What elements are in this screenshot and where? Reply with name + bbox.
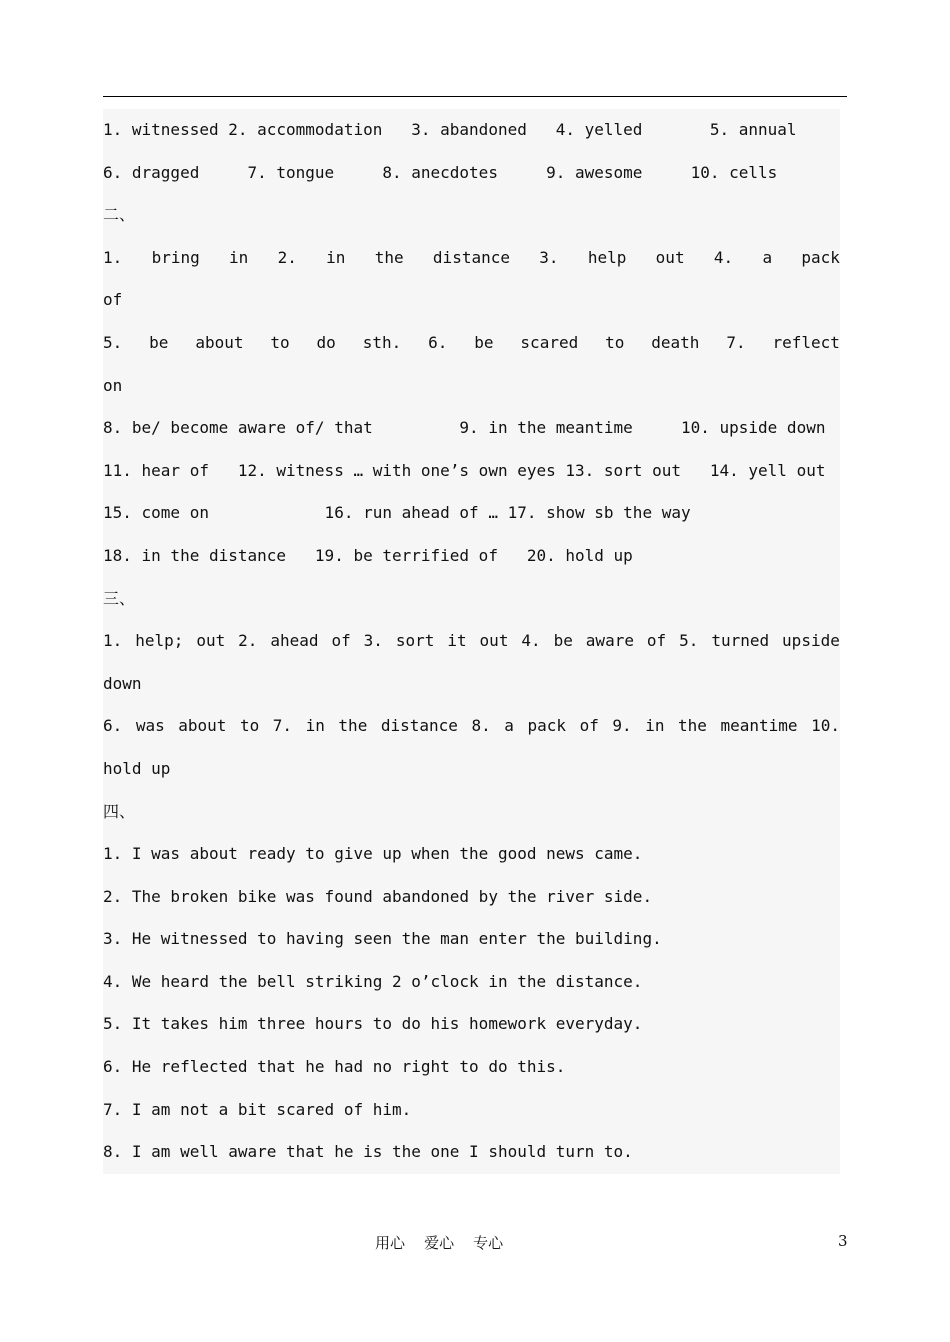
word: turned [711,631,770,651]
answer-line-6 [103,322,840,365]
word: ahead [270,631,319,651]
word: scared [520,332,579,352]
word: 10. [811,716,840,736]
word: sort [395,631,435,651]
word: 5. [103,332,123,352]
word: 2. [277,247,297,267]
word: 9. [612,716,632,736]
word: out [479,631,509,651]
answer-content [103,109,840,1174]
footer-slogan: 用心 爱心 专心 [375,1234,504,1252]
answer-line-23: 6. He reflected that he had no right to do this. [103,1057,566,1077]
word: pack [527,716,567,736]
word: do [316,332,336,352]
answer-line-8: 8. be/ become aware of/ that 9. in the meantime 10. upside down [103,418,826,438]
page-footer [0,1232,950,1256]
word: help; [135,631,184,651]
answer-line-1: 1. witnessed 2. accommodation 3. abandoned 4. yelled 5. annual [103,120,797,139]
word: was [135,716,165,736]
word: a [762,247,773,267]
word: the [374,247,404,267]
word: 3. [363,631,383,651]
section-heading-2: 二、 [103,205,136,225]
word: 6. [103,716,123,736]
word: in [326,247,346,267]
word: distance [380,716,458,736]
answer-line-20: 3. He witnessed to having seen the man enter the building. [103,929,662,949]
answer-line-13 [103,620,840,663]
word: 4. [713,247,734,267]
word: bring [151,247,200,267]
word: to [270,332,290,352]
word: aware [585,631,634,651]
word: 1. [103,631,123,651]
word: be [149,332,169,352]
word: distance [432,247,510,267]
word: out [196,631,226,651]
word: 8. [471,716,491,736]
answer-line-5: of [103,290,123,310]
word: sth. [362,332,402,352]
word: 6. [428,332,448,352]
word: 2. [238,631,258,651]
section-heading-4: 四、 [103,801,136,821]
answer-line-2: 6. dragged 7. tongue 8. anecdotes 9. awesome 10. cells [103,162,778,182]
word: upside [782,631,840,651]
word: it [447,631,467,651]
word: out [655,247,685,267]
answer-line-19: 2. The broken bike was found abandoned by the river side. [103,886,653,906]
word: be [553,631,573,651]
answer-line-14: down [103,673,142,693]
word: 4. [521,631,541,651]
word: of [331,631,351,651]
word: of [579,716,599,736]
answer-line-16: hold up [103,758,171,778]
answer-line-24: 7. I am not a bit scared of him. [103,1099,412,1119]
section-heading-3: 三、 [103,588,136,608]
word: 7. [726,332,746,352]
word: in [645,716,665,736]
word: to [239,716,260,736]
answer-line-18: 1. I was about ready to give up when the good news came. [103,844,643,864]
answer-line-21: 4. We heard the bell striking 2 o’clock in the distance. [103,971,643,991]
answer-line-9: 11. hear of 12. witness … with one’s own eyes 13. sort out 14. yell out [103,460,826,480]
word: to [605,332,625,352]
word: 3. [539,247,559,267]
answer-line-15 [103,705,840,748]
word: in [229,247,249,267]
header-rule [103,96,847,97]
word: a [504,716,514,736]
answer-line-4 [103,237,840,280]
word: reflect [772,332,840,352]
answer-line-10: 15. come on 16. run ahead of … 17. show sb the way [103,503,691,523]
answer-line-22: 5. It takes him three hours to do his homework everyday. [103,1014,643,1034]
word: death [651,332,700,352]
word: in [305,716,325,736]
word: of [646,631,667,651]
word: about [178,716,227,736]
word: 1. [103,247,123,267]
page-number: 3 [838,1232,848,1250]
word: the [678,716,707,736]
word: about [195,332,244,352]
word: pack [801,247,840,267]
answer-line-11: 18. in the distance 19. be terrified of 20. hold up [103,545,633,565]
word: 7. [272,716,293,736]
word: be [474,332,494,352]
word: 5. [679,631,699,651]
answer-line-25: 8. I am well aware that he is the one I should turn to. [103,1142,633,1162]
answer-line-7: on [103,375,123,395]
word: meantime [720,716,798,736]
word: help [587,247,627,267]
word: the [338,716,368,736]
